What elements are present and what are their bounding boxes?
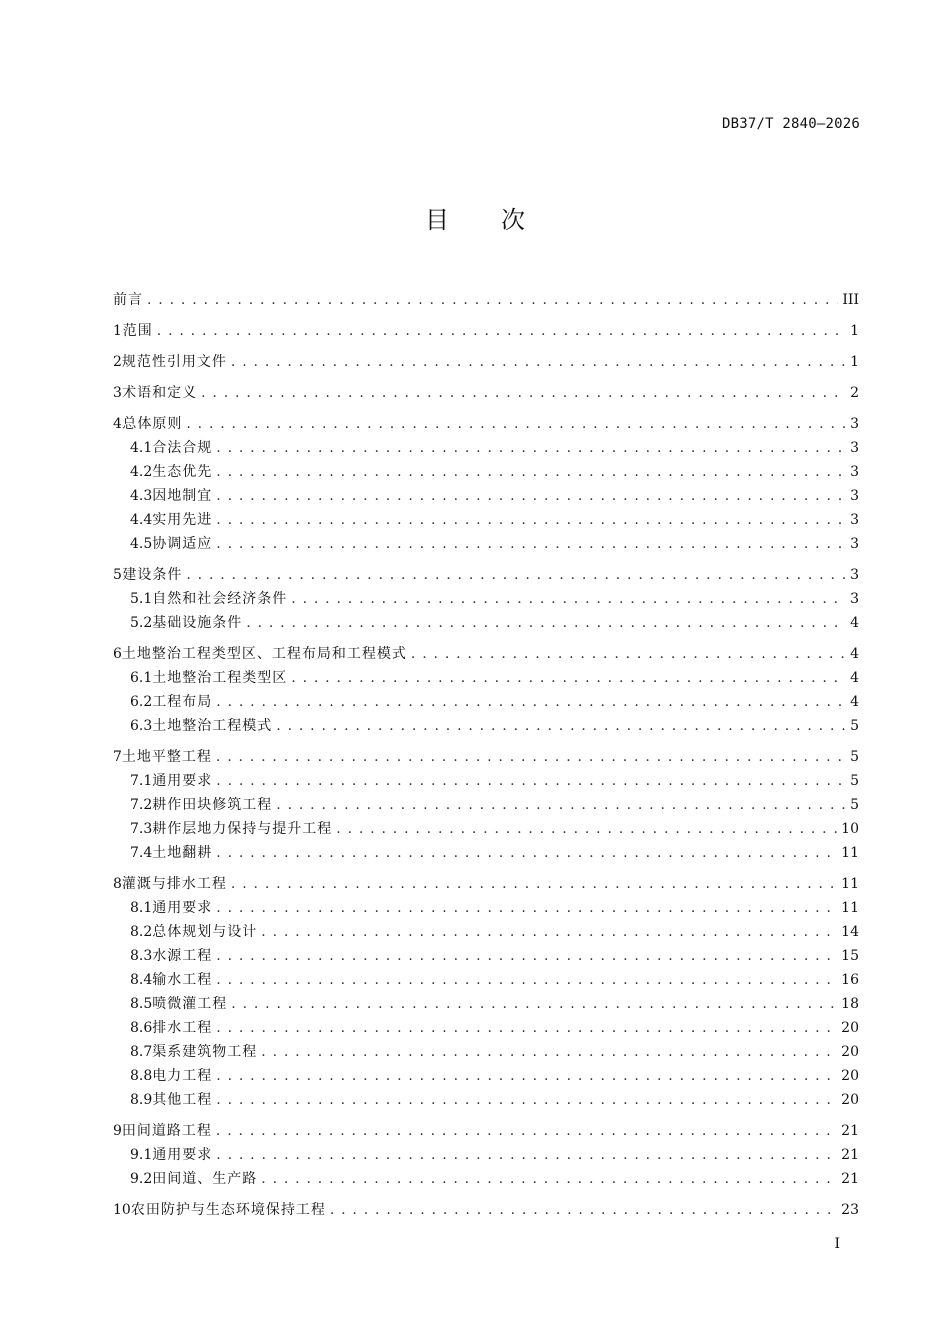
toc-subentry[interactable] (113, 508, 859, 532)
toc-leader-dots (216, 968, 837, 992)
toc-entry-page: 18 (841, 996, 859, 1012)
toc-entry-title: 前言 (113, 292, 143, 308)
toc-entry-title: 田间道路工程 (121, 1123, 212, 1139)
toc-entry-number: 9.2 (130, 1171, 153, 1187)
toc-leader-dots (246, 611, 845, 635)
toc-entry-title: 范围 (122, 323, 153, 339)
toc-entry-page: 3 (850, 512, 859, 528)
toc-leader-dots (276, 714, 845, 738)
toc-entry-number: 6.1 (130, 670, 153, 686)
toc-entry-title: 土地翻耕 (152, 845, 213, 861)
toc-entry-title: 电力工程 (152, 1068, 213, 1084)
toc-subentry[interactable] (113, 587, 859, 611)
toc-entry[interactable] (113, 381, 859, 405)
toc-subentry[interactable] (113, 1064, 859, 1088)
toc-leader-dots (411, 642, 845, 666)
toc-subentry[interactable] (113, 532, 859, 556)
toc-entry-title: 农田防护与生态环境保持工程 (130, 1202, 326, 1218)
toc-leader-dots (216, 532, 845, 556)
toc-entry-page: 3 (850, 416, 859, 432)
toc-leader-dots (216, 436, 845, 460)
toc-entry-number: 7.1 (130, 773, 153, 789)
toc-entry-page: 4 (850, 615, 859, 631)
footer-page-number: I (834, 1236, 840, 1252)
toc-entry-number: 8.1 (130, 900, 153, 916)
toc-entry-page: 11 (841, 876, 859, 892)
toc-subentry[interactable] (113, 690, 859, 714)
toc-entry[interactable] (113, 872, 859, 896)
toc-entry-page: 20 (841, 1020, 859, 1036)
toc-entry-number: 6.2 (130, 694, 153, 710)
toc-subentry[interactable] (113, 460, 859, 484)
toc-leader-dots (201, 381, 845, 405)
toc-entry-number: 8.5 (130, 996, 153, 1012)
toc-entry-title: 土地整治工程类型区、工程布局和工程模式 (121, 646, 407, 662)
toc-entry-number: 7.3 (130, 821, 153, 837)
toc-subentry[interactable] (113, 1040, 859, 1064)
toc-entry-title: 其他工程 (152, 1092, 213, 1108)
toc-entry-number: 8 (113, 876, 122, 892)
toc-entry[interactable] (113, 642, 859, 666)
toc-entry-page: 16 (841, 972, 859, 988)
toc-subentry[interactable] (113, 1088, 859, 1112)
toc-leader-dots (216, 1016, 837, 1040)
toc-leader-dots (276, 793, 845, 817)
toc-entry-page: 5 (850, 749, 859, 765)
toc-title (0, 200, 950, 235)
toc-leader-dots (216, 896, 837, 920)
toc-entry-page: 20 (841, 1068, 859, 1084)
toc-entry-title: 土地整治工程模式 (152, 718, 273, 734)
toc-entry-title: 灌溉与排水工程 (121, 876, 227, 892)
toc-entry-page: 21 (841, 1147, 859, 1163)
toc-leader-dots (330, 1198, 837, 1222)
toc-entry-title: 术语和定义 (122, 385, 198, 401)
toc-entry-page: 14 (841, 924, 859, 940)
toc-entry-page: 15 (841, 948, 859, 964)
toc-entry-title: 土地平整工程 (121, 749, 212, 765)
toc-entry-page: 1 (850, 323, 859, 339)
toc-subentry[interactable] (113, 817, 859, 841)
toc-leader-dots (291, 666, 845, 690)
toc-leader-dots (216, 1088, 837, 1112)
toc-subentry[interactable] (113, 896, 859, 920)
toc-entry-title: 田间道、生产路 (152, 1171, 258, 1187)
toc-entry-number: 7.4 (130, 845, 153, 861)
toc-entry[interactable] (113, 1198, 859, 1222)
toc-entry-number: 8.4 (130, 972, 153, 988)
toc-entry-page: 1 (850, 354, 859, 370)
toc-leader-dots (216, 944, 837, 968)
toc-subentry[interactable] (113, 1167, 859, 1191)
toc-entry-page: 21 (841, 1123, 859, 1139)
toc-entry-title: 建设条件 (122, 567, 183, 583)
toc-entry[interactable] (113, 350, 859, 374)
toc-entry-title: 通用要求 (152, 773, 213, 789)
toc-entry-title: 自然和社会经济条件 (152, 591, 288, 607)
toc-subentry[interactable] (113, 841, 859, 865)
toc-entry-number: 6.3 (130, 718, 153, 734)
toc-subentry[interactable] (113, 714, 859, 738)
toc-entry-title: 规范性引用文件 (121, 354, 227, 370)
toc-entry-page: 3 (850, 591, 859, 607)
toc-leader-dots (216, 745, 845, 769)
toc-entry-title: 总体原则 (122, 416, 183, 432)
toc-entry-number: 2 (113, 354, 122, 370)
toc-leader-dots (157, 319, 845, 343)
toc-subentry[interactable] (113, 793, 859, 817)
toc-entry-number: 8.6 (130, 1020, 153, 1036)
toc-leader-dots (216, 1064, 837, 1088)
toc-subentry[interactable] (113, 666, 859, 690)
toc-entry[interactable] (113, 1119, 859, 1143)
toc-entry-page: 5 (850, 797, 859, 813)
toc-entry-number: 4.5 (130, 536, 153, 552)
toc-entry-page: 10 (841, 821, 859, 837)
toc-leader-dots (216, 690, 845, 714)
toc-entry-title: 实用先进 (152, 512, 213, 528)
toc-entry-page: 3 (850, 440, 859, 456)
toc-entry-page: 4 (850, 670, 859, 686)
toc-entry-title: 耕作层地力保持与提升工程 (152, 821, 333, 837)
toc-leader-dots (261, 920, 837, 944)
toc-leader-dots (216, 460, 845, 484)
toc-entry-number: 4.2 (130, 464, 153, 480)
toc-leader-dots (261, 1040, 837, 1064)
toc-entry-page: 20 (841, 1044, 859, 1060)
toc-subentry[interactable] (113, 944, 859, 968)
toc-entry-page: 3 (850, 464, 859, 480)
toc-entry-page: 5 (850, 773, 859, 789)
toc-entry-title: 因地制宜 (152, 488, 213, 504)
toc-entry-number: 8.2 (130, 924, 153, 940)
toc-subentry[interactable] (113, 992, 859, 1016)
toc-subentry[interactable] (113, 769, 859, 793)
toc-leader-dots (186, 412, 845, 436)
toc-entry-number: 5.2 (130, 615, 153, 631)
toc-entry[interactable] (113, 319, 859, 343)
toc-entry-title: 土地整治工程类型区 (152, 670, 288, 686)
toc-leader-dots (216, 841, 837, 865)
toc-leader-dots (216, 1143, 837, 1167)
toc-entry-title: 水源工程 (152, 948, 213, 964)
table-of-contents (113, 288, 859, 1222)
toc-leader-dots (291, 587, 845, 611)
toc-entry-page: 2 (850, 385, 859, 401)
toc-entry-number: 9.1 (130, 1147, 153, 1163)
toc-entry-page: 21 (841, 1171, 859, 1187)
toc-entry-page: 4 (850, 646, 859, 662)
toc-entry-title: 排水工程 (152, 1020, 213, 1036)
toc-leader-dots (231, 350, 845, 374)
document-code: DB37/T 2840—2026 (721, 116, 860, 132)
toc-subentry[interactable] (113, 436, 859, 460)
toc-entry-number: 7 (113, 749, 122, 765)
toc-entry-number: 4.4 (130, 512, 153, 528)
toc-entry[interactable] (113, 288, 859, 312)
toc-entry[interactable] (113, 563, 859, 587)
toc-entry-number: 1 (113, 323, 122, 339)
toc-entry-title: 通用要求 (152, 900, 213, 916)
toc-entry-number: 4 (113, 416, 122, 432)
toc-entry-number: 9 (113, 1123, 122, 1139)
toc-entry-page: 3 (850, 567, 859, 583)
toc-entry-title: 工程布局 (152, 694, 213, 710)
toc-entry-page: 3 (850, 488, 859, 504)
toc-leader-dots (231, 992, 837, 1016)
toc-subentry[interactable] (113, 968, 859, 992)
toc-leader-dots (216, 508, 845, 532)
toc-title-right: 次 (501, 206, 525, 234)
toc-leader-dots (261, 1167, 837, 1191)
toc-entry-page: 23 (841, 1202, 859, 1218)
toc-entry-number: 5 (113, 567, 122, 583)
toc-entry-title: 基础设施条件 (152, 615, 243, 631)
toc-subentry[interactable] (113, 920, 859, 944)
toc-entry-number: 4.3 (130, 488, 153, 504)
toc-subentry[interactable] (113, 484, 859, 508)
toc-entry-number: 10 (113, 1202, 131, 1218)
toc-leader-dots (147, 288, 838, 312)
toc-entry-title: 喷微灌工程 (152, 996, 228, 1012)
toc-entry[interactable] (113, 745, 859, 769)
toc-leader-dots (216, 1119, 837, 1143)
toc-leader-dots (231, 872, 837, 896)
toc-entry-page: 11 (841, 845, 859, 861)
toc-leader-dots (216, 484, 845, 508)
toc-entry-page: 3 (850, 536, 859, 552)
toc-entry-page: 4 (850, 694, 859, 710)
toc-entry-number: 8.8 (130, 1068, 153, 1084)
toc-entry-number: 8.7 (130, 1044, 153, 1060)
toc-entry-number: 6 (113, 646, 122, 662)
toc-leader-dots (336, 817, 837, 841)
toc-entry-title: 耕作田块修筑工程 (152, 797, 273, 813)
toc-entry-page: III (842, 292, 859, 308)
toc-entry-number: 3 (113, 385, 122, 401)
toc-entry-title: 总体规划与设计 (152, 924, 258, 940)
toc-entry-page: 20 (841, 1092, 859, 1108)
toc-subentry[interactable] (113, 1143, 859, 1167)
toc-title-left: 目 (425, 206, 449, 234)
toc-leader-dots (216, 769, 845, 793)
toc-entry-title: 渠系建筑物工程 (152, 1044, 258, 1060)
toc-entry-title: 通用要求 (152, 1147, 213, 1163)
toc-entry-number: 5.1 (130, 591, 153, 607)
toc-entry-number: 4.1 (130, 440, 153, 456)
toc-entry-page: 5 (850, 718, 859, 734)
toc-entry[interactable] (113, 412, 859, 436)
toc-entry-number: 8.3 (130, 948, 153, 964)
toc-subentry[interactable] (113, 1016, 859, 1040)
toc-entry-title: 合法合规 (152, 440, 213, 456)
toc-entry-title: 生态优先 (152, 464, 213, 480)
toc-entry-number: 8.9 (130, 1092, 153, 1108)
toc-entry-title: 输水工程 (152, 972, 213, 988)
toc-entry-page: 11 (841, 900, 859, 916)
toc-subentry[interactable] (113, 611, 859, 635)
toc-entry-title: 协调适应 (152, 536, 213, 552)
toc-leader-dots (186, 563, 845, 587)
toc-entry-number: 7.2 (130, 797, 153, 813)
